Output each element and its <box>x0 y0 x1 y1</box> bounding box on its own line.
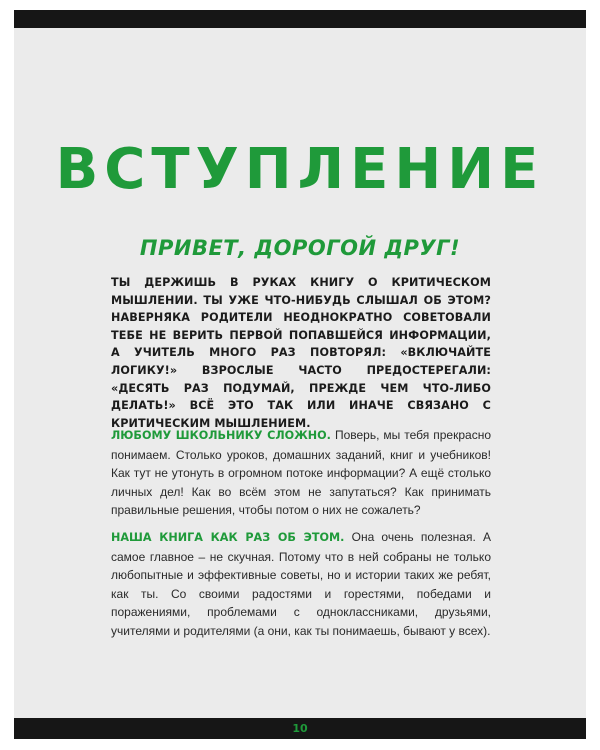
page-title: ВСТУПЛЕНИЕ <box>55 137 545 202</box>
paragraph-text: Поверь, мы тебя прекрасно понимаем. Столько уроков, домашних заданий, книг и учебников! Как тут не утонуть в огромном потоке информации? А ещё столько личных дел! Как во всём этом не запутаться? Как принимать правильные решения, чтобы потом о них не сожалеть? <box>111 428 491 518</box>
paragraph-text: Она очень полезная. А самое главное – не скучная. Потому что в ней собраны не только любопытные и эффективные советы, но и истории таких же ребят, как ты. Со своими радостями и горестями, победами и поражениями, проблемами с одноклассниками, друзьями, учителями и родителями (а они, как ты понимаешь, бывают у всех). <box>111 530 491 638</box>
page-subtitle: ПРИВЕТ, ДОРОГОЙ ДРУГ! <box>139 236 461 260</box>
paragraph-heading: НАША КНИГА КАК РАЗ ОБ ЭТОМ. <box>111 531 345 544</box>
bottom-bar <box>14 718 586 739</box>
book-page <box>14 10 586 739</box>
top-bar <box>14 10 586 28</box>
paragraph-heading: ЛЮБОМУ ШКОЛЬНИКУ СЛОЖНО. <box>111 429 331 442</box>
body-paragraph-1 <box>111 426 491 520</box>
page-number: 10 <box>292 722 308 735</box>
lead-paragraph: ТЫ ДЕРЖИШЬ В РУКАХ КНИГУ О КРИТИЧЕСКОМ МЫШЛЕНИИ. ТЫ УЖЕ ЧТО-НИБУДЬ СЛЫШАЛ ОБ ЭТОМ? НАВЕРНЯКА РОДИТЕЛИ НЕОДНОКРАТНО СОВЕТОВАЛИ ТЕБЕ НЕ ВЕРИТЬ ПЕРВОЙ ПОПАВШЕЙСЯ ИНФОРМАЦИИ, А УЧИТЕЛЬ МНОГО РАЗ ПОВТОРЯЛ: «ВКЛЮЧАЙТЕ ЛОГИКУ!» ВЗРОСЛЫЕ ЧАСТО ПРЕДОСТЕРЕГАЛИ: «ДЕСЯТЬ РАЗ ПОДУМАЙ, ПРЕЖДЕ ЧЕМ ЧТО-ЛИБО ДЕЛАТЬ!» ВСЁ ЭТО ТАК ИЛИ ИНАЧЕ СВЯЗАНО С КРИТИЧЕСКИМ МЫШЛЕНИЕМ. <box>111 276 491 430</box>
body-paragraph-2 <box>111 528 491 641</box>
